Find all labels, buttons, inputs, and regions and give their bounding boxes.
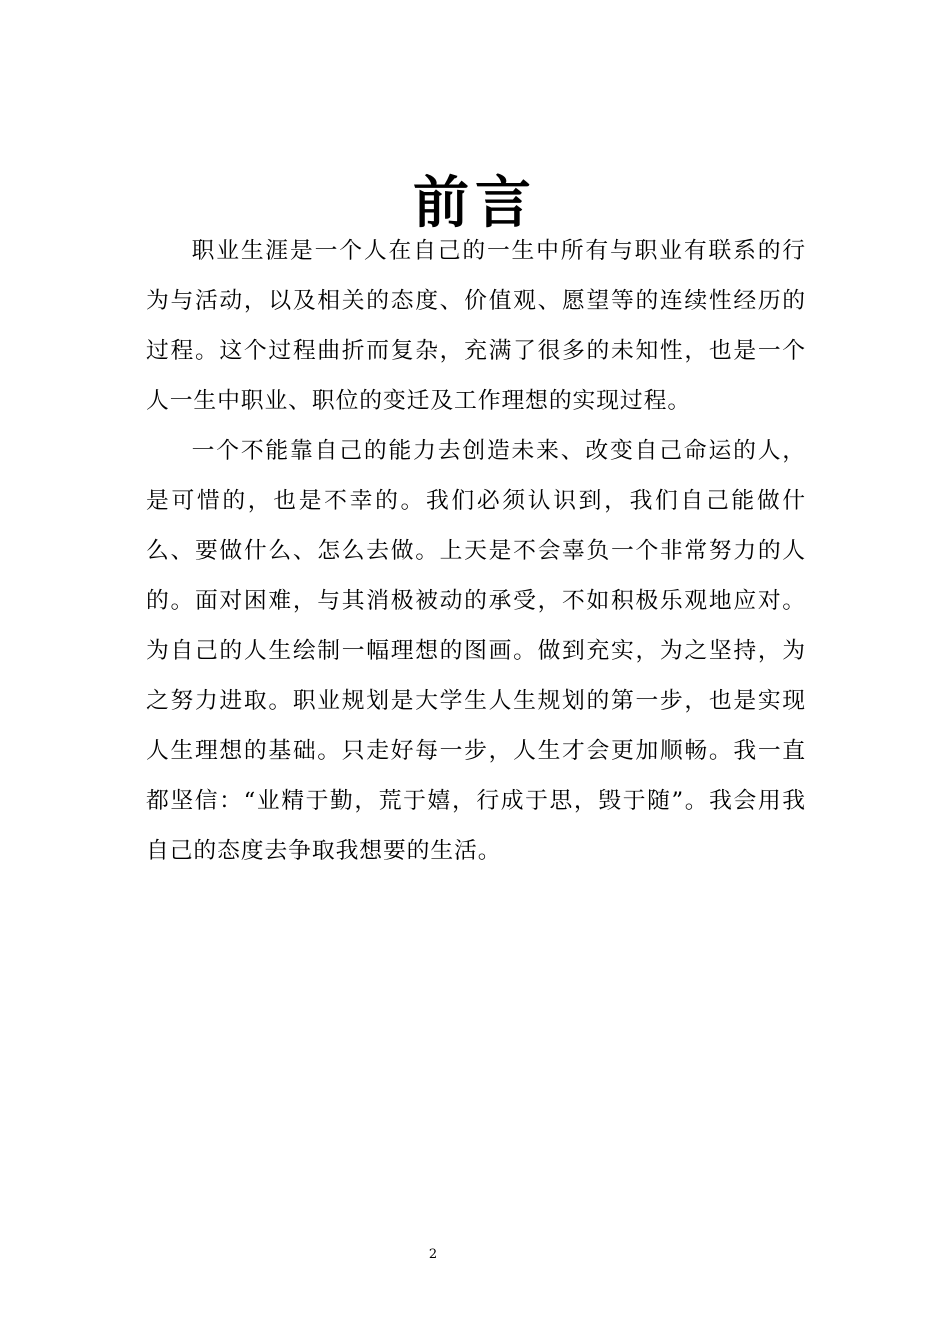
page-title: 前言 xyxy=(413,170,537,236)
paragraph-2: 一个不能靠自己的能力去创造未来、改变自己命运的人，是可惜的，也是不幸的。我们必须认识到，我们自己能做什么、要做什么、怎么去做。上天是不会辜负一个非常努力的人的。面对困难，与其消极被动的承受，不如积极乐观地应对。为自己的人生绘制一幅理想的图画。做到充实，为之坚持，为之努力进取。职业规划是大学生人生规划的第一步，也是实现人生理想的基础。只走好每一步，人生才会更加顺畅。我一直都坚信：“业精于勤，荒于嬉，行成于思，毁于随”。我会用我自己的态度去争取我想要的生活。 xyxy=(146,438,806,864)
paragraph-1: 职业生涯是一个人在自己的一生中所有与职业有联系的行为与活动，以及相关的态度、价值观、愿望等的连续性经历的过程。这个过程曲折而复杂，充满了很多的未知性，也是一个人一生中职业、职位的变迁及工作理想的实现过程。 xyxy=(146,238,806,414)
body-text xyxy=(146,226,806,876)
page-number: 2 xyxy=(428,1247,438,1262)
